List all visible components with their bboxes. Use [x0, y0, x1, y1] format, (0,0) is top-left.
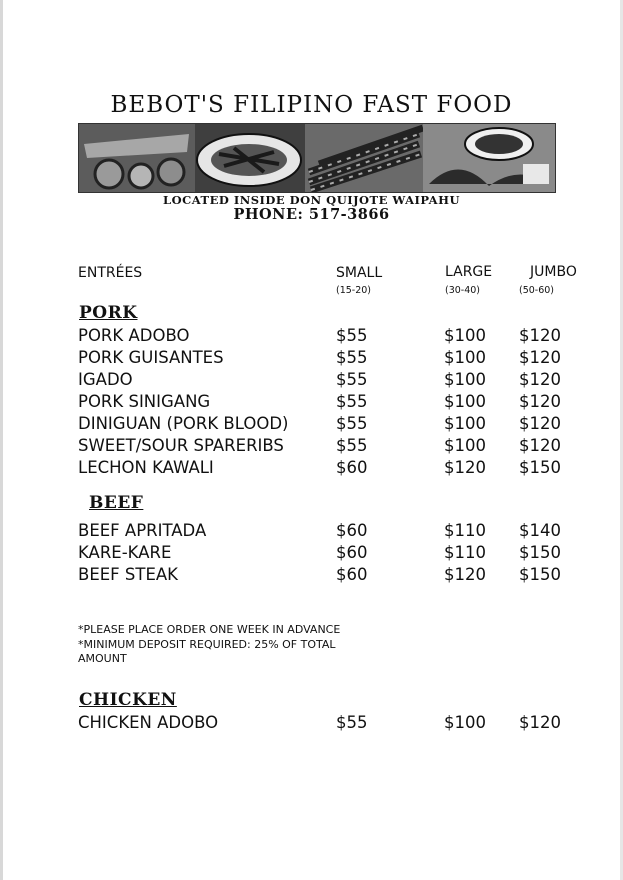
menu-row — [78, 521, 608, 543]
price-small: $55 — [336, 414, 368, 433]
menu-row — [78, 370, 608, 392]
price-jumbo: $120 — [519, 326, 561, 345]
price-small: $55 — [336, 713, 368, 732]
price-large: $100 — [444, 436, 486, 455]
section-title-chicken: CHICKEN — [79, 690, 177, 710]
small-header: SMALL — [336, 265, 383, 281]
item-name: PORK SINIGANG — [78, 392, 211, 411]
menu-row — [78, 565, 608, 587]
item-name: CHICKEN ADOBO — [78, 713, 219, 732]
item-name: PORK GUISANTES — [78, 348, 224, 367]
item-name: SWEET/SOUR SPARERIBS — [78, 436, 284, 455]
price-small: $55 — [336, 326, 368, 345]
item-name: PORK ADOBO — [78, 326, 190, 345]
order-notes — [78, 623, 378, 667]
food-photo-2 — [195, 124, 305, 192]
jumbo-range: (50-60) — [519, 285, 555, 296]
price-jumbo: $140 — [519, 521, 561, 540]
price-jumbo: $150 — [519, 543, 561, 562]
menu-row — [78, 436, 608, 458]
menu-row — [78, 392, 608, 414]
price-small: $55 — [336, 436, 368, 455]
price-jumbo: $120 — [519, 392, 561, 411]
entrees-header: ENTRÉES — [78, 265, 143, 281]
menu-row — [78, 326, 608, 348]
price-large: $100 — [444, 414, 486, 433]
page-edge-left — [0, 0, 3, 880]
food-photo-4 — [423, 124, 555, 192]
location-line: LOCATED INSIDE DON QUIJOTE WAIPAHU — [163, 193, 460, 207]
price-jumbo: $150 — [519, 458, 561, 477]
section-title-beef: BEEF — [89, 493, 144, 513]
price-large: $110 — [444, 543, 486, 562]
price-large: $100 — [444, 370, 486, 389]
note-minimum-deposit: *MINIMUM DEPOSIT REQUIRED: 25% OF TOTAL AMOUNT — [78, 637, 336, 665]
price-jumbo: $150 — [519, 565, 561, 584]
food-photo-1 — [79, 124, 195, 192]
item-name: LECHON KAWALI — [78, 458, 214, 477]
price-large: $120 — [444, 458, 486, 477]
price-small: $60 — [336, 458, 368, 477]
item-name: BEEF APRITADA — [78, 521, 207, 540]
menu-row — [78, 458, 608, 480]
menu-row — [78, 348, 608, 370]
item-name: IGADO — [78, 370, 133, 389]
price-small: $60 — [336, 521, 368, 540]
price-large: $100 — [444, 713, 486, 732]
price-jumbo: $120 — [519, 414, 561, 433]
price-large: $110 — [444, 521, 486, 540]
price-small: $55 — [336, 392, 368, 411]
food-photo-3 — [305, 124, 423, 192]
price-jumbo: $120 — [519, 370, 561, 389]
price-small: $55 — [336, 370, 368, 389]
menu-row — [78, 543, 608, 565]
menu-row — [78, 713, 608, 735]
section-title-pork: PORK — [79, 303, 138, 323]
note-advance-order: *PLEASE PLACE ORDER ONE WEEK IN ADVANCE — [78, 623, 341, 636]
restaurant-title: BEBOT'S FILIPINO FAST FOOD — [110, 92, 513, 118]
item-name: KARE-KARE — [78, 543, 172, 562]
jumbo-header: JUMBO — [530, 264, 577, 280]
price-large: $120 — [444, 565, 486, 584]
large-header: LARGE — [445, 264, 493, 280]
price-large: $100 — [444, 326, 486, 345]
price-small: $55 — [336, 348, 368, 367]
price-small: $60 — [336, 565, 368, 584]
small-range: (15-20) — [336, 285, 372, 296]
price-jumbo: $120 — [519, 348, 561, 367]
phone-line: PHONE: 517-3866 — [233, 206, 390, 223]
price-large: $100 — [444, 348, 486, 367]
food-photo-strip — [78, 123, 556, 193]
menu-row — [78, 414, 608, 436]
price-small: $60 — [336, 543, 368, 562]
item-name: DINIGUAN (PORK BLOOD) — [78, 414, 289, 433]
price-jumbo: $120 — [519, 436, 561, 455]
item-name: BEEF STEAK — [78, 565, 178, 584]
price-jumbo: $120 — [519, 713, 561, 732]
price-large: $100 — [444, 392, 486, 411]
large-range: (30-40) — [445, 285, 481, 296]
